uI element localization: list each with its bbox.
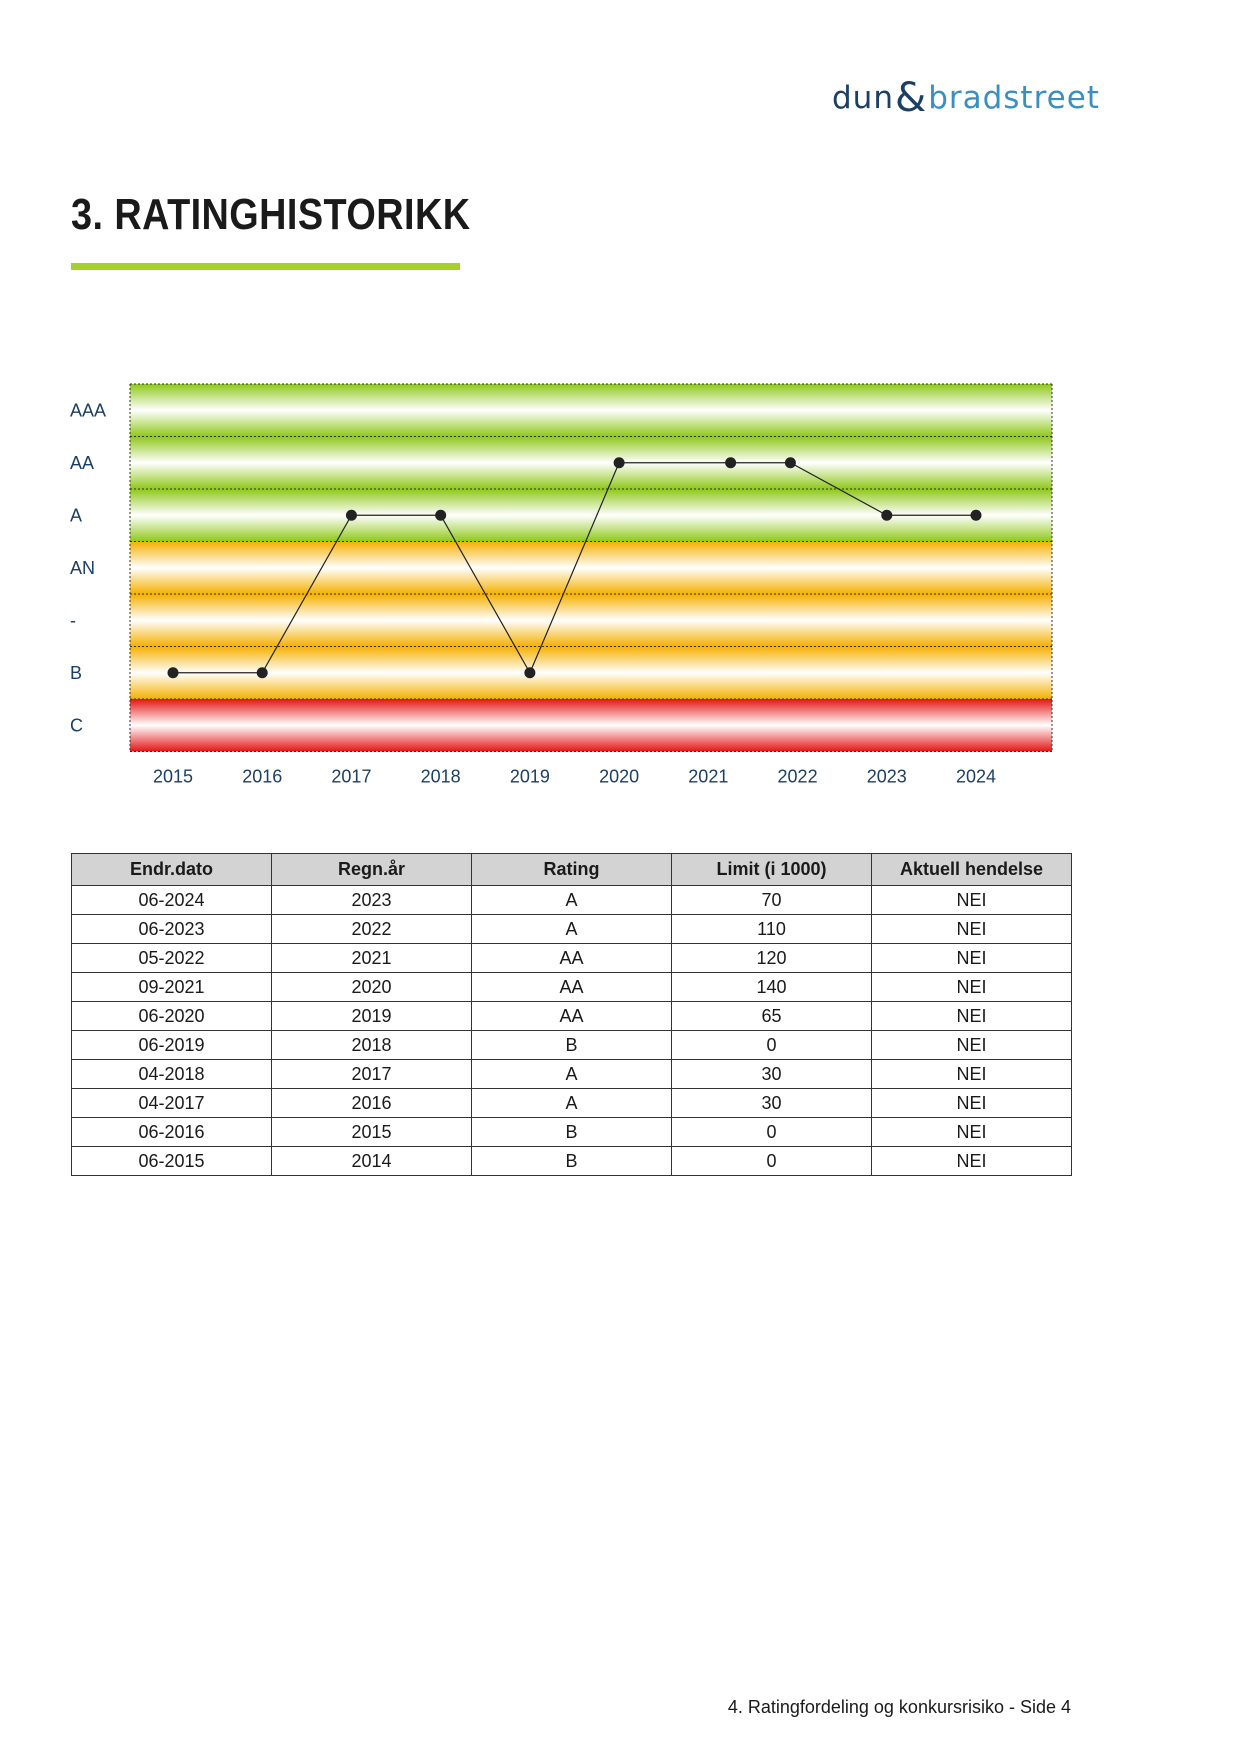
table-cell: 2021 bbox=[272, 944, 472, 973]
rating-point bbox=[881, 510, 892, 521]
table-cell: AA bbox=[472, 973, 672, 1002]
table-cell: 06-2023 bbox=[72, 915, 272, 944]
y-tick-label: AN bbox=[70, 557, 96, 578]
table-row bbox=[72, 973, 1072, 1002]
table-row bbox=[72, 886, 1072, 915]
y-tick-label: AA bbox=[70, 452, 95, 473]
table-cell: 06-2016 bbox=[72, 1118, 272, 1147]
table-cell: 0 bbox=[672, 1118, 872, 1147]
table-cell: 2014 bbox=[272, 1147, 472, 1176]
y-tick-label: C bbox=[70, 715, 83, 736]
rating-point bbox=[435, 510, 446, 521]
table-cell: A bbox=[472, 1060, 672, 1089]
table-cell: 2019 bbox=[272, 1002, 472, 1031]
x-tick-label: 2015 bbox=[152, 766, 194, 787]
table-cell: NEI bbox=[872, 944, 1072, 973]
table-cell: AA bbox=[472, 944, 672, 973]
y-tick-label: B bbox=[70, 662, 83, 683]
table-cell: NEI bbox=[872, 886, 1072, 915]
y-tick-label: - bbox=[70, 610, 76, 631]
column-header: Aktuell hendelse bbox=[872, 854, 1072, 886]
table-header-row bbox=[72, 854, 1072, 886]
x-tick-label: 2022 bbox=[777, 766, 818, 787]
table-cell: 2017 bbox=[272, 1060, 472, 1089]
table-cell: 120 bbox=[672, 944, 872, 973]
y-tick-label: AAA bbox=[70, 400, 107, 421]
rating-band-orange bbox=[130, 647, 1052, 700]
x-tick-label: 2019 bbox=[509, 766, 550, 787]
table-cell: 04-2017 bbox=[72, 1089, 272, 1118]
table-cell: 2018 bbox=[272, 1031, 472, 1060]
table-cell: B bbox=[472, 1118, 672, 1147]
rating-band-green bbox=[130, 437, 1052, 490]
x-tick-label: 2023 bbox=[866, 766, 907, 787]
rating-point bbox=[614, 457, 625, 468]
table-row bbox=[72, 1118, 1072, 1147]
table-cell: 140 bbox=[672, 973, 872, 1002]
table-cell: 06-2020 bbox=[72, 1002, 272, 1031]
table-cell: 06-2019 bbox=[72, 1031, 272, 1060]
column-header: Limit (i 1000) bbox=[672, 854, 872, 886]
table-cell: A bbox=[472, 915, 672, 944]
table-cell: AA bbox=[472, 1002, 672, 1031]
x-tick-label: 2018 bbox=[420, 766, 461, 787]
table-cell: B bbox=[472, 1147, 672, 1176]
table-cell: NEI bbox=[872, 1147, 1072, 1176]
table-cell: 05-2022 bbox=[72, 944, 272, 973]
logo-word-dun: dun bbox=[832, 80, 894, 116]
table-cell: 06-2015 bbox=[72, 1147, 272, 1176]
table-row bbox=[72, 1089, 1072, 1118]
table-cell: NEI bbox=[872, 915, 1072, 944]
table-cell: A bbox=[472, 1089, 672, 1118]
table-cell: 04-2018 bbox=[72, 1060, 272, 1089]
x-tick-label: 2021 bbox=[688, 766, 729, 787]
table-cell: B bbox=[472, 1031, 672, 1060]
table-cell: NEI bbox=[872, 1089, 1072, 1118]
x-tick-label: 2024 bbox=[955, 766, 997, 787]
table-row bbox=[72, 915, 1072, 944]
table-cell: 0 bbox=[672, 1147, 872, 1176]
rating-point bbox=[346, 510, 357, 521]
page-title: 3. RATINGHISTORIKK bbox=[71, 190, 471, 239]
dun-bradstreet-logo bbox=[832, 75, 1100, 121]
x-tick-label: 2020 bbox=[599, 766, 640, 787]
table-cell: 2015 bbox=[272, 1118, 472, 1147]
table-cell: 2022 bbox=[272, 915, 472, 944]
rating-history-chart bbox=[60, 380, 1080, 810]
table-cell: 2023 bbox=[272, 886, 472, 915]
table-cell: 70 bbox=[672, 886, 872, 915]
rating-point bbox=[257, 667, 268, 678]
table-row bbox=[72, 1002, 1072, 1031]
rating-point bbox=[971, 510, 982, 521]
rating-point bbox=[785, 457, 796, 468]
table-row bbox=[72, 944, 1072, 973]
table-cell: NEI bbox=[872, 1060, 1072, 1089]
table-cell: A bbox=[472, 886, 672, 915]
table-cell: 65 bbox=[672, 1002, 872, 1031]
table-cell: 06-2024 bbox=[72, 886, 272, 915]
table-cell: 0 bbox=[672, 1031, 872, 1060]
table-cell: NEI bbox=[872, 973, 1072, 1002]
table-cell: NEI bbox=[872, 1118, 1072, 1147]
table-cell: 30 bbox=[672, 1089, 872, 1118]
page-footer: 4. Ratingfordeling og konkursrisiko - Side 4 bbox=[727, 1697, 1071, 1717]
table-cell: 2016 bbox=[272, 1089, 472, 1118]
table-row bbox=[72, 1031, 1072, 1060]
rating-band-orange bbox=[130, 594, 1052, 647]
rating-point bbox=[524, 667, 535, 678]
x-tick-label: 2016 bbox=[242, 766, 283, 787]
table-cell: 30 bbox=[672, 1060, 872, 1089]
rating-point bbox=[168, 667, 179, 678]
y-tick-label: A bbox=[70, 505, 83, 526]
column-header: Rating bbox=[472, 854, 672, 886]
title-underline bbox=[71, 263, 460, 270]
rating-band-green bbox=[130, 384, 1052, 437]
rating-band-orange bbox=[130, 542, 1052, 595]
table-cell: NEI bbox=[872, 1002, 1072, 1031]
table-row bbox=[72, 1060, 1072, 1089]
column-header: Endr.dato bbox=[72, 854, 272, 886]
logo-ampersand: & bbox=[894, 75, 928, 121]
table-row bbox=[72, 1147, 1072, 1176]
table-cell: 110 bbox=[672, 915, 872, 944]
rating-history-table bbox=[71, 853, 1072, 1176]
table-cell: 2020 bbox=[272, 973, 472, 1002]
rating-point bbox=[725, 457, 736, 468]
column-header: Regn.år bbox=[272, 854, 472, 886]
logo-word-bradstreet: bradstreet bbox=[928, 80, 1100, 116]
rating-band-red bbox=[130, 699, 1052, 752]
table-cell: 09-2021 bbox=[72, 973, 272, 1002]
x-tick-label: 2017 bbox=[331, 766, 372, 787]
table-cell: NEI bbox=[872, 1031, 1072, 1060]
